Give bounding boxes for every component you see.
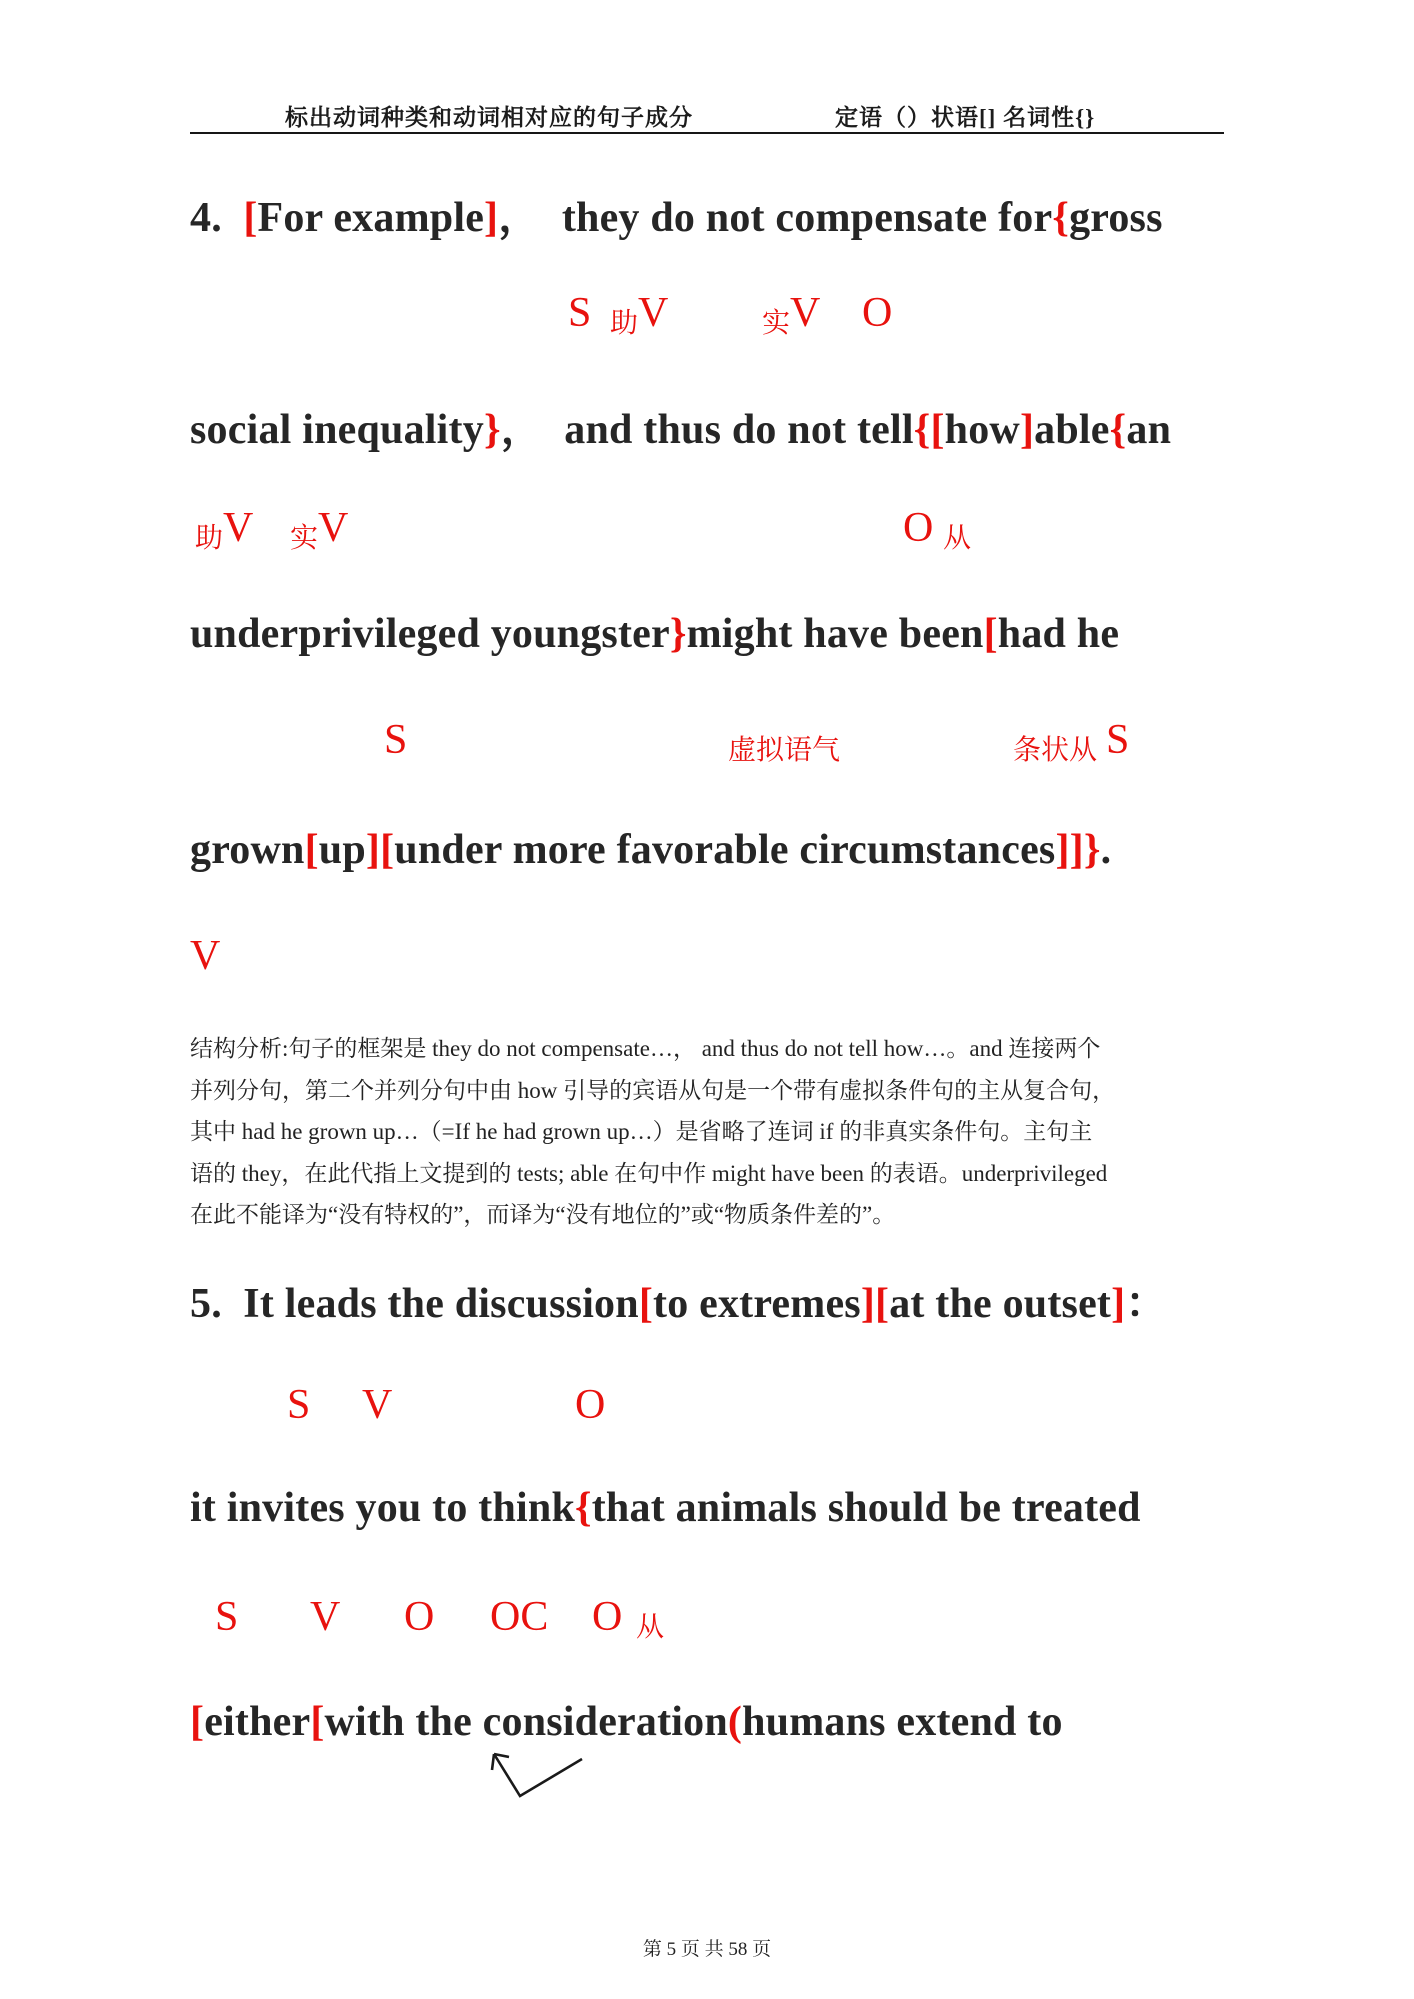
text-segment: either bbox=[204, 1699, 311, 1745]
header-left-title: 标出动词种类和动词相对应的句子成分 bbox=[285, 105, 693, 130]
annotation-token: V bbox=[638, 290, 669, 336]
sentence-4-line-2 bbox=[190, 396, 1171, 456]
grammar-annotation-row bbox=[0, 716, 1414, 774]
annotation-token: V bbox=[362, 1382, 393, 1428]
text-segment: 5. It leads the discussion bbox=[190, 1281, 639, 1327]
text-segment: had he bbox=[997, 611, 1120, 657]
sentence-5-line-2 bbox=[190, 1484, 1141, 1532]
analysis-line: 语的 they，在此代指上文提到的 tests; able 在句中作 might have been 的表语。underprivileged bbox=[190, 1160, 1108, 1186]
text-segment: { bbox=[1109, 407, 1127, 453]
text-segment: ： bbox=[1125, 1281, 1168, 1327]
text-segment: [ bbox=[304, 827, 319, 873]
text-segment: how bbox=[944, 407, 1020, 453]
annotation-token: V bbox=[223, 505, 254, 551]
analysis-line: 在此不能译为“没有特权的”，而译为“没有地位的”或“物质条件差的”。 bbox=[190, 1202, 896, 1227]
text-segment: For example bbox=[257, 195, 485, 241]
grammar-annotation-row bbox=[0, 504, 1414, 562]
sentence-4-line-4 bbox=[190, 826, 1111, 874]
text-segment: { bbox=[575, 1485, 592, 1531]
text-segment: under more favorable circumstances bbox=[394, 827, 1056, 873]
text-segment: to extremes bbox=[653, 1281, 861, 1327]
text-segment: [ bbox=[243, 195, 258, 241]
text-segment: that animals should be treated bbox=[591, 1485, 1141, 1531]
annotation-token: 实 bbox=[762, 308, 791, 339]
annotation-token: V bbox=[310, 1594, 341, 1640]
text-segment: [ bbox=[638, 1281, 654, 1327]
text-segment: humans extend to bbox=[742, 1699, 1063, 1745]
text-segment: grown bbox=[190, 827, 305, 873]
text-segment: at the outset bbox=[889, 1281, 1112, 1327]
text-segment: ] bbox=[484, 195, 499, 241]
text-segment: 4. bbox=[190, 195, 244, 241]
text-segment: an bbox=[1126, 407, 1172, 453]
annotation-token: V bbox=[790, 290, 821, 336]
text-segment: ， and thus do not tell bbox=[500, 407, 914, 453]
text-segment: able bbox=[1034, 407, 1110, 453]
annotation-token: 从 bbox=[636, 1612, 665, 1643]
analysis-line: 结构分析:句子的框架是 they do not compensate…， and thus do not tell how…。and 连接两个 bbox=[190, 1036, 1101, 1061]
annotation-token: S bbox=[568, 290, 592, 336]
grammar-annotation-row bbox=[0, 932, 1414, 990]
text-segment: ]]} bbox=[1055, 827, 1101, 873]
text-segment: {[ bbox=[913, 407, 945, 453]
hand-drawn-arrow-icon bbox=[478, 1740, 598, 1806]
text-segment: ( bbox=[727, 1699, 743, 1745]
annotation-token: V bbox=[318, 505, 349, 551]
analysis-line: 并列分句，第二个并列分句中由 how 引导的宾语从句是一个带有虚拟条件句的主从复合句， bbox=[190, 1077, 1116, 1103]
text-segment: ] bbox=[1019, 407, 1035, 453]
sentence-4-line-3 bbox=[190, 610, 1119, 658]
sentence-5-line-3 bbox=[190, 1698, 1063, 1746]
annotation-token: 从 bbox=[943, 523, 972, 554]
analysis-line: 其中 had he grown up…（=If he had grown up…）是省略了连词 if 的非真实条件句。主句主 bbox=[190, 1119, 1093, 1144]
text-segment: } bbox=[483, 407, 501, 453]
text-segment: } bbox=[669, 611, 687, 657]
text-segment: up bbox=[318, 827, 366, 873]
text-segment: [ bbox=[310, 1699, 325, 1745]
annotation-token: O bbox=[404, 1594, 435, 1640]
page-number-footer: 第 5 页 共 58 页 bbox=[642, 1939, 772, 1960]
annotation-token: 助 bbox=[195, 523, 224, 554]
sentence-4-line-1 bbox=[190, 184, 1163, 244]
text-segment: social inequality bbox=[190, 407, 484, 453]
grammar-annotation-row bbox=[0, 289, 1414, 347]
text-segment: with the consideration bbox=[324, 1699, 728, 1745]
structure-analysis-paragraph bbox=[190, 1028, 1240, 1236]
annotation-token: O bbox=[575, 1382, 606, 1428]
text-segment: { bbox=[1052, 195, 1070, 241]
text-segment: ， they do not compensate for bbox=[498, 195, 1053, 241]
text-segment: it invites you to think bbox=[190, 1485, 575, 1531]
annotation-token: S bbox=[384, 717, 408, 763]
annotation-token: 实 bbox=[290, 523, 319, 554]
annotation-token: O bbox=[592, 1594, 623, 1640]
grammar-annotation-row bbox=[0, 1593, 1414, 1651]
annotation-token: 助 bbox=[610, 308, 639, 339]
header-right-legend: 定语（）状语[] 名词性{} bbox=[835, 105, 1096, 130]
annotation-token: S bbox=[215, 1594, 239, 1640]
annotation-token: O bbox=[862, 290, 893, 336]
annotation-token: 虚拟语气 bbox=[728, 735, 841, 766]
annotation-token: OC bbox=[490, 1594, 549, 1640]
header-divider bbox=[190, 132, 1224, 134]
text-segment: [ bbox=[190, 1699, 205, 1745]
text-segment: ] bbox=[1111, 1281, 1126, 1327]
text-segment: . bbox=[1100, 827, 1112, 873]
annotation-token: 条状从 bbox=[1013, 735, 1098, 766]
annotation-token: V bbox=[190, 933, 221, 979]
text-segment: gross bbox=[1069, 195, 1163, 241]
annotation-token: S bbox=[1106, 717, 1130, 763]
text-segment: ][ bbox=[860, 1281, 890, 1327]
text-segment: underprivileged youngster bbox=[190, 611, 670, 657]
annotation-token: O bbox=[903, 505, 934, 551]
grammar-annotation-row bbox=[0, 1381, 1414, 1439]
text-segment: [ bbox=[983, 611, 998, 657]
annotation-token: S bbox=[287, 1382, 311, 1428]
text-segment: might have been bbox=[686, 611, 984, 657]
sentence-5-line-1 bbox=[190, 1270, 1167, 1330]
text-segment: ][ bbox=[365, 827, 395, 873]
